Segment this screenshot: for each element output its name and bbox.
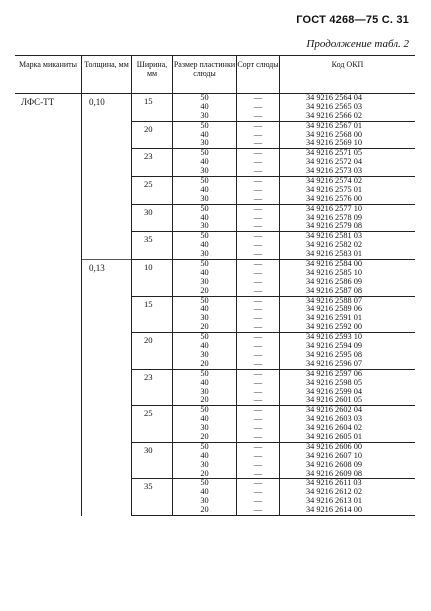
okp-code-cell: 34 9216 2608 09	[306, 459, 363, 469]
grade-cell: —	[237, 205, 280, 214]
okp-code-cell: 34 9216 2567 01	[306, 120, 363, 130]
grade-cell: —	[237, 297, 280, 306]
okp-code-cell: 34 9216 2584 00	[306, 259, 363, 269]
width-group	[132, 122, 415, 150]
group-rows	[173, 333, 415, 369]
table-row	[173, 287, 415, 296]
width-value: 10	[132, 260, 173, 296]
okp-code-cell: 34 9216 2603 03	[306, 414, 363, 424]
grade-cell: —	[237, 470, 280, 479]
okp-code-cell: 34 9216 2613 01	[306, 496, 363, 506]
table-row	[173, 158, 415, 167]
table-body	[15, 94, 415, 516]
table-row	[173, 388, 415, 397]
plate-size-cell: 20	[173, 360, 237, 369]
table-row	[173, 443, 415, 452]
okp-code-cell: 34 9216 2587 08	[306, 285, 363, 295]
grade-cell: —	[237, 214, 280, 223]
plate-size-cell: 40	[173, 158, 237, 167]
table-row	[173, 488, 415, 497]
table-row	[173, 214, 415, 223]
table-row	[173, 149, 415, 158]
grade-cell: —	[237, 396, 280, 405]
col-header-okp-code: Код ОКП	[331, 60, 364, 69]
grade-cell: —	[237, 103, 280, 112]
width-value: 15	[132, 297, 173, 333]
okp-code-cell: 34 9216 2586 09	[306, 276, 363, 286]
okp-code-cell: 34 9216 2564 04	[306, 93, 363, 102]
width-value: 30	[132, 443, 173, 479]
table-row	[173, 222, 415, 231]
width-group	[132, 149, 415, 177]
plate-size-cell: 40	[173, 415, 237, 424]
plate-size-cell: 40	[173, 269, 237, 278]
grade-cell: —	[237, 269, 280, 278]
okp-code-cell: 34 9216 2598 05	[306, 377, 363, 387]
table-row	[173, 122, 415, 131]
table-row	[173, 186, 415, 195]
width-group	[132, 232, 415, 260]
okp-code-cell: 34 9216 2576 00	[306, 193, 363, 203]
okp-code-cell: 34 9216 2602 04	[306, 405, 363, 415]
plate-size-cell: 30	[173, 497, 237, 506]
table-row	[173, 305, 415, 314]
okp-code-cell: 34 9216 2597 06	[306, 368, 363, 378]
plate-size-cell: 30	[173, 222, 237, 231]
plate-size-cell: 20	[173, 323, 237, 332]
width-value: 20	[132, 333, 173, 369]
grade-cell: —	[237, 452, 280, 461]
grade-cell: —	[237, 342, 280, 351]
table-row	[173, 396, 415, 405]
table-row	[173, 333, 415, 342]
table-row	[173, 297, 415, 306]
okp-code-cell: 34 9216 2572 04	[306, 157, 363, 167]
group-rows	[173, 177, 415, 204]
grade-cell: —	[237, 222, 280, 231]
grade-cell: —	[237, 260, 280, 269]
plate-size-cell: 20	[173, 287, 237, 296]
table-row	[173, 461, 415, 470]
okp-code-cell: 34 9216 2569 10	[306, 138, 363, 148]
table-row	[173, 177, 415, 186]
plate-size-cell: 40	[173, 452, 237, 461]
grade-cell: —	[237, 139, 280, 148]
grade-cell: —	[237, 167, 280, 176]
table-row	[173, 360, 415, 369]
plate-size-cell: 50	[173, 177, 237, 186]
group-rows	[173, 94, 415, 121]
width-group	[132, 406, 415, 443]
width-group	[132, 177, 415, 205]
plate-size-cell: 20	[173, 396, 237, 405]
table-row	[173, 260, 415, 269]
okp-code-cell: 34 9216 2583 01	[306, 249, 363, 259]
grade-cell: —	[237, 506, 280, 515]
thickness-value: 0,13	[89, 263, 105, 274]
width-value: 20	[132, 122, 173, 149]
okp-code-cell: 34 9216 2594 09	[306, 341, 363, 351]
col-header-brand: Марка миканиты	[15, 56, 82, 93]
table-row	[173, 470, 415, 479]
okp-code-cell: 34 9216 2606 00	[306, 441, 363, 451]
grade-cell: —	[237, 149, 280, 158]
grade-cell: —	[237, 415, 280, 424]
grade-cell: —	[237, 461, 280, 470]
table-row	[173, 370, 415, 379]
group-rows	[173, 232, 415, 259]
grade-cell: —	[237, 158, 280, 167]
grade-cell: —	[237, 305, 280, 314]
group-rows	[173, 443, 415, 479]
table-row	[173, 406, 415, 415]
plate-size-cell: 30	[173, 112, 237, 121]
grade-cell: —	[237, 333, 280, 342]
table-row	[173, 103, 415, 112]
width-value: 25	[132, 177, 173, 204]
okp-code-cell: 34 9216 2605 01	[306, 431, 363, 441]
plate-size-cell: 40	[173, 131, 237, 140]
okp-code-cell: 34 9216 2607 10	[306, 450, 363, 460]
plate-size-cell: 40	[173, 241, 237, 250]
width-value: 15	[132, 94, 173, 121]
plate-size-cell: 40	[173, 342, 237, 351]
grade-cell: —	[237, 122, 280, 131]
plate-size-cell: 40	[173, 488, 237, 497]
plate-size-cell: 50	[173, 260, 237, 269]
plate-size-cell: 50	[173, 122, 237, 131]
grade-cell: —	[237, 488, 280, 497]
width-group	[132, 479, 415, 516]
table-row	[173, 479, 415, 488]
plate-size-cell: 30	[173, 314, 237, 323]
table-row	[173, 232, 415, 241]
width-group	[132, 260, 415, 297]
page-header: ГОСТ 4268—75 С. 31	[296, 14, 409, 26]
width-group	[132, 297, 415, 334]
grade-cell: —	[237, 406, 280, 415]
plate-size-cell: 30	[173, 461, 237, 470]
plate-size-cell: 30	[173, 167, 237, 176]
plate-size-cell: 40	[173, 103, 237, 112]
width-value: 35	[132, 232, 173, 259]
okp-code-cell: 34 9216 2566 02	[306, 110, 363, 120]
okp-code-cell: 34 9216 2591 01	[306, 313, 363, 323]
okp-code-cell: 34 9216 2612 02	[306, 487, 363, 497]
table-row	[173, 424, 415, 433]
table-header-row	[15, 55, 415, 94]
grade-cell: —	[237, 195, 280, 204]
plate-size-cell: 50	[173, 333, 237, 342]
table-row	[173, 94, 415, 103]
plate-size-cell: 40	[173, 305, 237, 314]
group-rows	[173, 260, 415, 296]
okp-code-cell: 34 9216 2581 03	[306, 231, 363, 241]
plate-size-cell: 20	[173, 506, 237, 515]
okp-code-cell: 34 9216 2574 02	[306, 176, 363, 186]
plate-size-cell: 50	[173, 406, 237, 415]
width-group	[132, 370, 415, 407]
grade-cell: —	[237, 443, 280, 452]
width-value: 25	[132, 406, 173, 442]
okp-code-cell: 34 9216 2565 03	[306, 101, 363, 111]
grade-cell: —	[237, 278, 280, 287]
table-row	[173, 195, 415, 204]
width-group	[132, 94, 415, 122]
okp-code-cell: 34 9216 2578 09	[306, 212, 363, 222]
grade-cell: —	[237, 323, 280, 332]
grade-cell: —	[237, 388, 280, 397]
col-header-width: Ширина, мм	[132, 56, 173, 93]
grade-cell: —	[237, 94, 280, 103]
plate-size-cell: 30	[173, 424, 237, 433]
table-row	[173, 278, 415, 287]
okp-code-cell: 34 9216 2604 02	[306, 423, 363, 433]
table-row	[173, 506, 415, 515]
group-rows	[173, 297, 415, 333]
grade-cell: —	[237, 370, 280, 379]
width-group	[132, 443, 415, 480]
table-row	[173, 112, 415, 121]
okp-code-cell: 34 9216 2599 04	[306, 386, 363, 396]
grade-cell: —	[237, 379, 280, 388]
table-row	[173, 314, 415, 323]
grade-cell: —	[237, 424, 280, 433]
width-group	[132, 205, 415, 233]
width-value: 35	[132, 479, 173, 515]
plate-size-cell: 30	[173, 195, 237, 204]
group-rows	[173, 122, 415, 149]
plate-size-cell: 30	[173, 351, 237, 360]
plate-size-cell: 40	[173, 379, 237, 388]
table-row	[173, 452, 415, 461]
plate-size-cell: 30	[173, 250, 237, 259]
grade-cell: —	[237, 360, 280, 369]
grade-cell: —	[237, 314, 280, 323]
plate-size-cell: 50	[173, 205, 237, 214]
col-header-grade: Сорт слюды	[237, 56, 280, 93]
okp-code-cell: 34 9216 2575 01	[306, 184, 363, 194]
width-value: 30	[132, 205, 173, 232]
table-row	[173, 205, 415, 214]
okp-code-cell: 34 9216 2595 08	[306, 349, 363, 359]
plate-size-cell: 50	[173, 232, 237, 241]
okp-code-cell: 34 9216 2573 03	[306, 166, 363, 176]
plate-size-cell: 50	[173, 297, 237, 306]
group-rows	[173, 149, 415, 176]
grade-cell: —	[237, 186, 280, 195]
okp-code-cell: 34 9216 2588 07	[306, 295, 363, 305]
plate-size-cell: 40	[173, 186, 237, 195]
okp-code-cell: 34 9216 2592 00	[306, 322, 363, 332]
plate-size-cell: 50	[173, 370, 237, 379]
grade-cell: —	[237, 287, 280, 296]
grade-cell: —	[237, 433, 280, 442]
thickness-column	[82, 94, 132, 516]
plate-size-cell: 20	[173, 470, 237, 479]
table-row	[173, 167, 415, 176]
okp-code-cell: 34 9216 2593 10	[306, 332, 363, 342]
okp-code-cell: 34 9216 2601 05	[306, 395, 363, 405]
okp-code-cell: 34 9216 2611 03	[306, 478, 362, 488]
plate-size-cell: 30	[173, 278, 237, 287]
okp-code-cell: 34 9216 2577 10	[306, 203, 363, 213]
table-row	[173, 415, 415, 424]
okp-code-cell: 34 9216 2609 08	[306, 468, 363, 478]
plate-size-cell: 50	[173, 94, 237, 103]
group-rows	[173, 406, 415, 442]
grade-cell: —	[237, 131, 280, 140]
plate-size-cell: 30	[173, 388, 237, 397]
okp-code-cell: 34 9216 2585 10	[306, 267, 363, 277]
okp-code-cell: 34 9216 2579 08	[306, 221, 363, 231]
group-rows	[173, 205, 415, 232]
table-row	[173, 379, 415, 388]
thickness-value: 0,10	[89, 97, 105, 107]
grade-cell: —	[237, 351, 280, 360]
okp-code-cell: 34 9216 2571 05	[306, 148, 363, 158]
okp-code-cell: 34 9216 2614 00	[306, 505, 363, 515]
width-value: 23	[132, 370, 173, 406]
grade-cell: —	[237, 479, 280, 488]
okp-code-cell: 34 9216 2596 07	[306, 358, 363, 368]
brand-column	[15, 94, 82, 516]
okp-code-cell: 34 9216 2589 06	[306, 304, 363, 314]
table-row	[173, 250, 415, 259]
grade-cell: —	[237, 177, 280, 186]
grade-cell: —	[237, 497, 280, 506]
group-rows	[173, 370, 415, 406]
plate-size-cell: 40	[173, 214, 237, 223]
plate-size-cell: 20	[173, 433, 237, 442]
table-row	[173, 433, 415, 442]
plate-size-cell: 50	[173, 479, 237, 488]
table-row	[173, 323, 415, 332]
data-table	[15, 55, 415, 516]
table-continuation-caption: Продолжение табл. 2	[306, 38, 409, 50]
width-value: 23	[132, 149, 173, 176]
plate-size-cell: 50	[173, 443, 237, 452]
section-divider	[82, 259, 131, 260]
okp-code-cell: 34 9216 2582 02	[306, 240, 363, 250]
table-row	[173, 269, 415, 278]
grade-cell: —	[237, 250, 280, 259]
col-header-plate-size: Размер пластинки слюды	[173, 56, 237, 93]
brand-value: ЛФС-ТТ	[21, 97, 55, 107]
okp-code-cell: 34 9216 2568 00	[306, 129, 363, 139]
table-row	[173, 139, 415, 148]
table-row	[173, 497, 415, 506]
table-row	[173, 342, 415, 351]
col-header-thickness: Толщина, мм	[82, 56, 132, 93]
plate-size-cell: 30	[173, 139, 237, 148]
table-row	[173, 131, 415, 140]
plate-size-cell: 50	[173, 149, 237, 158]
grade-cell: —	[237, 241, 280, 250]
grade-cell: —	[237, 232, 280, 241]
width-group	[132, 333, 415, 370]
group-rows	[173, 479, 415, 515]
table-row	[173, 241, 415, 250]
grade-cell: —	[237, 112, 280, 121]
table-row	[173, 351, 415, 360]
